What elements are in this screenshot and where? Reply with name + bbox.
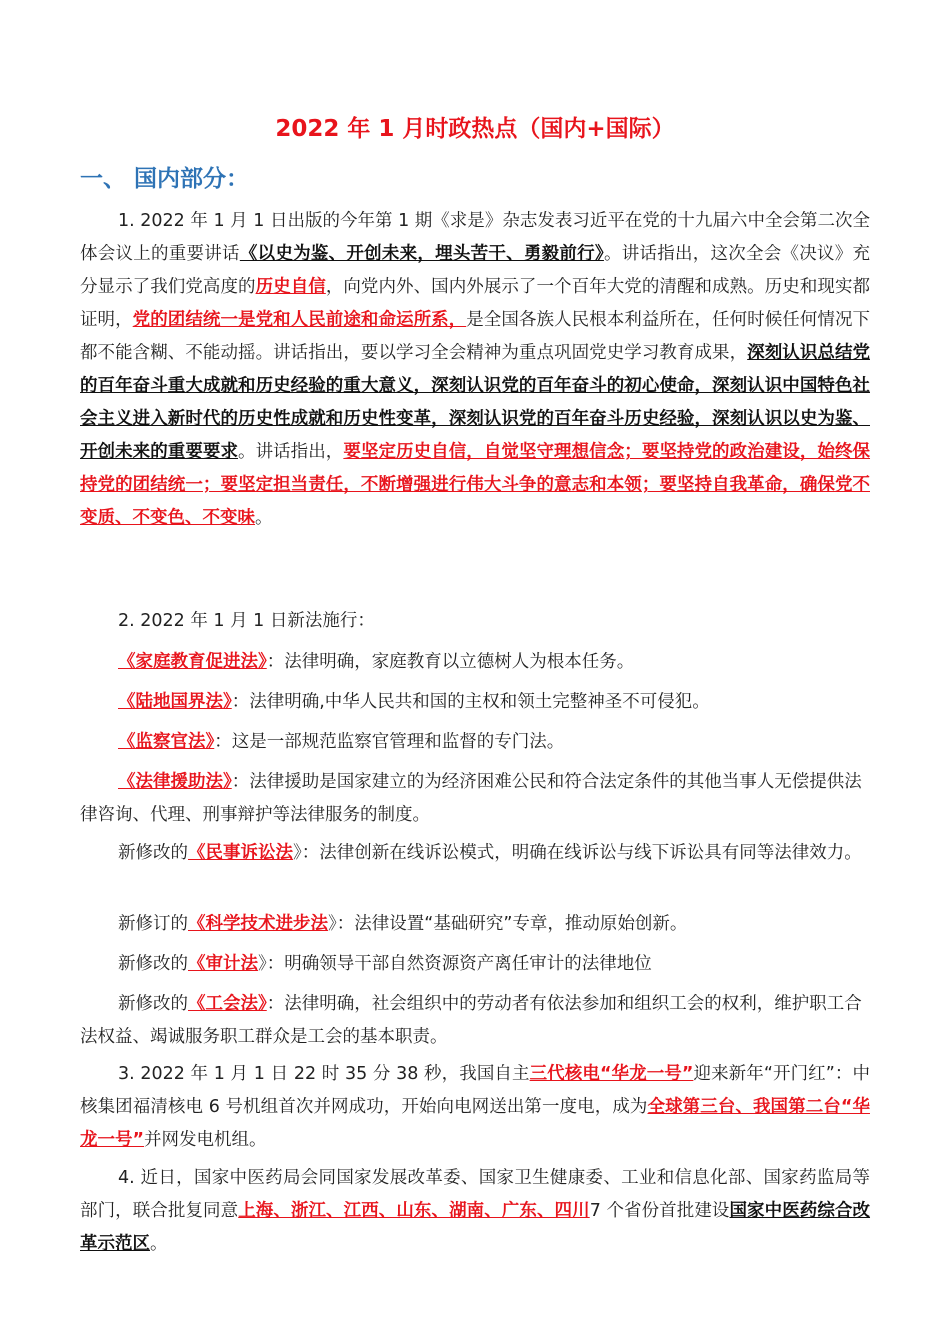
- highlight-third-unit: 全球第三台、我国第二台“华龙一号”: [80, 1097, 870, 1150]
- law-name: 《陆地国界法》: [118, 692, 232, 712]
- law-prefix: 新修订的: [118, 914, 188, 934]
- highlight-hualong-one: 三代核电“华龙一号”: [529, 1064, 694, 1084]
- paragraph-4: [80, 1162, 870, 1261]
- law-item: [118, 908, 870, 941]
- law-desc: 》：明确领导干部自然资源资产离任审计的法律地位: [258, 954, 652, 974]
- highlight-history-confidence: 历史自信: [255, 277, 326, 297]
- law-item: [118, 726, 870, 759]
- highlight-tcm-zone: 国家中医药综合改革示范区: [80, 1201, 871, 1254]
- law-name: 《科学技术进步法: [188, 914, 328, 934]
- section-heading-domestic: 一、 国内部分：: [80, 166, 250, 192]
- p1-text-11: 。: [255, 508, 273, 528]
- law-name: 《法律援助法》: [118, 772, 232, 792]
- law-desc: ：法律明确,中华人民共和国的主权和领土完整神圣不可侵犯。: [231, 692, 710, 712]
- law-desc: ：法律明确，家庭教育以立德树人为根本任务。: [266, 652, 635, 672]
- speech-title: 《以史为鉴、开创未来，埋头苦干、勇毅前行》: [239, 244, 604, 264]
- law-name: 《家庭教育促进法》: [118, 652, 267, 672]
- law-prefix: 新修改的: [118, 994, 188, 1014]
- p1-text-9: 。讲话指出，: [238, 442, 344, 462]
- law-prefix: 新修改的: [118, 843, 188, 863]
- highlight-provinces: 上海、浙江、江西、山东、湖南、广东、四川: [238, 1201, 590, 1221]
- p1-text-5: ，向党内外、国内外展示了一个百年大党的清醒和成熟。历史和现实都证明，: [80, 277, 871, 330]
- p3-text-5: 并网发电机组。: [144, 1130, 267, 1150]
- page-title: 2022 年 1 月时政热点（国内+国际）: [275, 116, 675, 142]
- highlight-deep-understanding: 深刻认识总结党的百年奋斗重大成就和历史经验的重大意义，深刻认识党的百年奋斗的初心使命，深刻认识中国特色社会主义进入新时代的历史性成就和历史性变革，深刻认识党的百年奋斗历史经验，深刻认识以史为鉴、开创未来的重要要求: [80, 343, 870, 462]
- law-desc: ：这是一部规范监察官管理和监督的专门法。: [214, 732, 565, 752]
- highlight-party-unity: 党的团结统一是党和人民前途和命运所系，: [132, 310, 467, 330]
- p1-text-7: 是全国各族人民根本利益所在，任何时候任何情况下都不能含糊、不能动摇。讲话指出，要以学习全会精神为重点巩固党史学习教育成果，: [80, 310, 870, 363]
- law-name: 《监察官法》: [118, 732, 215, 752]
- p4-text-5: 。: [150, 1234, 168, 1254]
- p4-text-3: 7 个省份首批建设: [589, 1201, 730, 1221]
- law-desc: ：法律明确，社会组织中的劳动者有依法参加和组织工会的权利，维护职工合法权益、竭诚服务职工群众是工会的基本职责。: [80, 994, 862, 1047]
- p3-text-3: 迎来新年“开门红”：中核集团福清核电 6 号机组首次并网成功，开始向电网送出第一度电，成为: [80, 1064, 870, 1117]
- paragraph-2-intro: 2. 2022 年 1 月 1 日新法施行：: [118, 611, 375, 631]
- paragraph-3: [80, 1058, 870, 1157]
- law-item: [80, 837, 870, 870]
- law-item: [80, 766, 870, 832]
- highlight-requirements: 要坚定历史自信，自觉坚守理想信念；要坚持党的政治建设，始终保持党的团结统一；要坚定担当责任，不断增强进行伟大斗争的意志和本领；要坚持自我革命，确保党不变质、不变色、不变味: [80, 442, 871, 528]
- p1-text-3: 。讲话指出，这次全会《决议》充分显示了我们党高度的: [80, 244, 871, 297]
- p3-text-1: 3. 2022 年 1 月 1 日 22 时 35 分 38 秒，我国自主: [118, 1064, 530, 1084]
- p1-text-1: 1. 2022 年 1 月 1 日出版的今年第 1 期《求是》杂志发表习近平在党的十九届六中全会第二次全体会议上的重要讲话: [80, 211, 870, 264]
- p4-text-1: 4. 近日，国家中医药局会同国家发展改革委、国家卫生健康委、工业和信息化部、国家药监局等部门，联合批复同意: [80, 1168, 870, 1221]
- law-desc: 》：法律设置“基础研究”专章，推动原始创新。: [328, 914, 688, 934]
- law-item: [118, 686, 870, 719]
- law-desc: 》：法律创新在线诉讼模式，明确在线诉讼与线下诉讼具有同等法律效力。: [293, 843, 862, 863]
- paragraph-1: [80, 205, 870, 535]
- law-name: 《民事诉讼法: [188, 843, 293, 863]
- law-name: 《工会法》: [188, 994, 267, 1014]
- law-item: [80, 988, 870, 1054]
- law-prefix: 新修改的: [118, 954, 188, 974]
- law-item: [118, 948, 870, 981]
- law-name: 《审计法: [188, 954, 258, 974]
- law-item: [118, 646, 870, 679]
- law-desc: ：法律援助是国家建立的为经济困难公民和符合法定条件的其他当事人无偿提供法律咨询、代理、刑事辩护等法律服务的制度。: [80, 772, 862, 825]
